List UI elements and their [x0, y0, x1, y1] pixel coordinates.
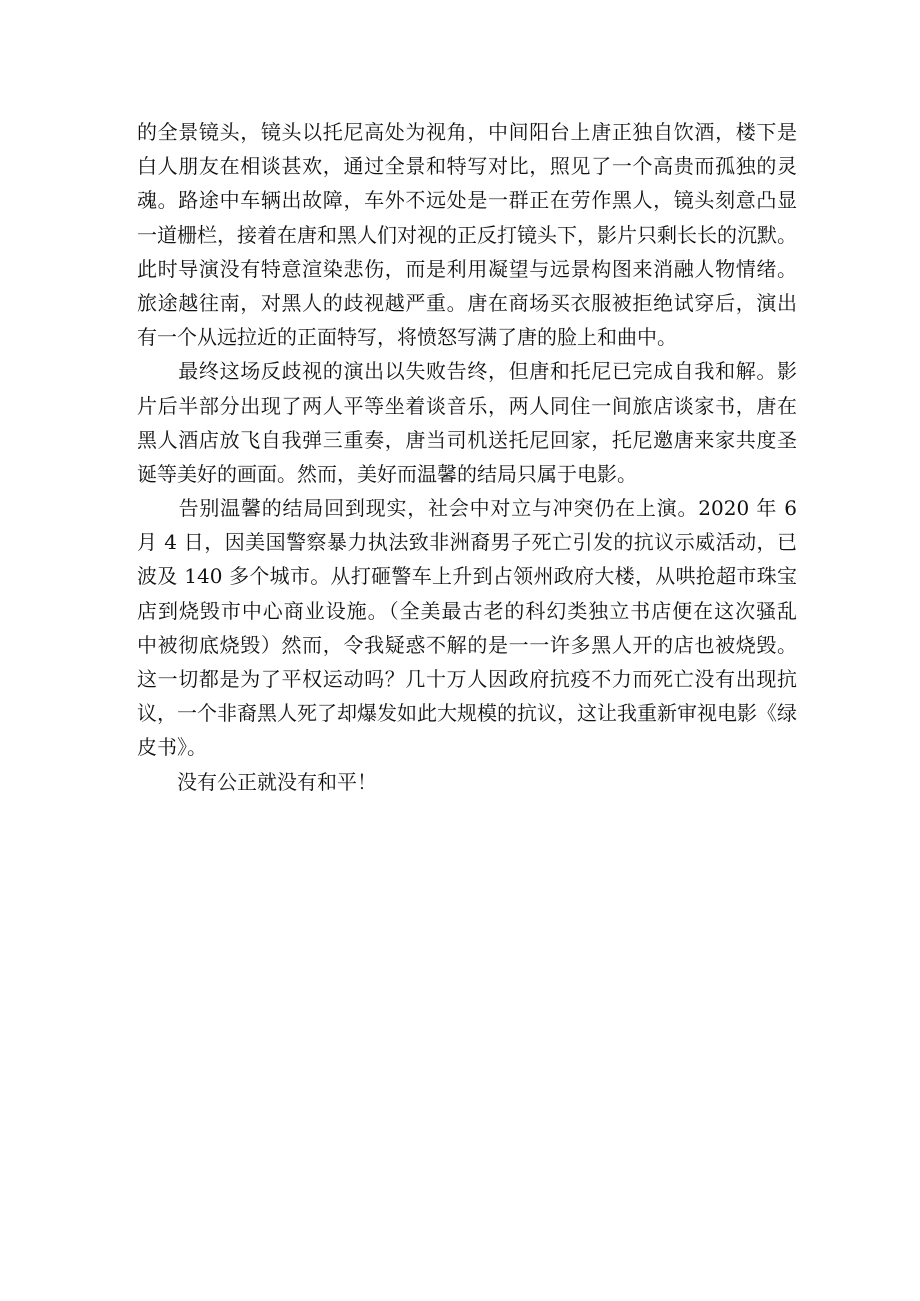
text-line: 告别温馨的结局回到现实，社会中对立与冲突仍在上演。2020 年 6 [137, 496, 797, 521]
text-line: 这一切都是为了平权运动吗？几十万人因政府抗疫不力而死亡没有出现抗 [137, 667, 797, 691]
text-line: 此时导演没有特意渲染悲伤，而是利用凝望与远景构图来消融人物情绪。 [137, 256, 797, 281]
paragraph-1 [137, 115, 797, 354]
text-line: 旅途越往南，对黑人的歧视越严重。唐在商场买衣服被拒绝试穿后，演出 [137, 290, 797, 315]
text-line: 一道栅栏，接着在唐和黑人们对视的正反打镜头下，影片只剩长长的沉默。 [137, 222, 797, 247]
paragraph-4 [137, 765, 797, 799]
text-line: 月 4 日，因美国警察暴力执法致非洲裔男子死亡引发的抗议示威活动，已 [137, 530, 797, 555]
text-line: 诞等美好的画面。然而，美好而温馨的结局只属于电影。 [137, 461, 637, 486]
text-line: 片后半部分出现了两人平等坐着谈音乐，两人同住一间旅店谈家书，唐在 [137, 393, 797, 418]
text-line: 黑人酒店放飞自我弹三重奏，唐当司机送托尼回家，托尼邀唐来家共度圣 [137, 427, 797, 452]
text-line: 的全景镜头，镜头以托尼高处为视角，中间阳台上唐正独自饮酒，楼下是 [137, 120, 797, 144]
paragraph-2 [137, 354, 797, 491]
paragraph-3 [137, 491, 797, 765]
text-line: 店到烧毁市中心商业设施。（全美最古老的科幻类独立书店便在这次骚乱 [137, 598, 797, 623]
text-line: 魂。路途中车辆出故障，车外不远处是一群正在劳作黑人，镜头刻意凸显 [137, 188, 797, 213]
document-body [137, 115, 797, 799]
text-line: 中被彻底烧毁）然而，令我疑惑不解的是一一许多黑人开的店也被烧毁。 [137, 632, 797, 657]
text-line: 皮书》。 [137, 735, 207, 760]
text-line: 没有公正就没有和平！ [137, 769, 377, 794]
text-line: 波及 140 多个城市。从打砸警车上升到占领州政府大楼，从哄抢超市珠宝 [137, 564, 797, 589]
text-line: 议，一个非裔黑人死了却爆发如此大规模的抗议，这让我重新审视电影《绿 [137, 701, 797, 726]
text-line: 白人朋友在相谈甚欢，通过全景和特写对比，照见了一个高贵而孤独的灵 [137, 154, 797, 179]
text-line: 有一个从远拉近的正面特写，将愤怒写满了唐的脸上和曲中。 [137, 325, 677, 350]
text-line: 最终这场反歧视的演出以失败告终，但唐和托尼已完成自我和解。影 [137, 359, 797, 384]
